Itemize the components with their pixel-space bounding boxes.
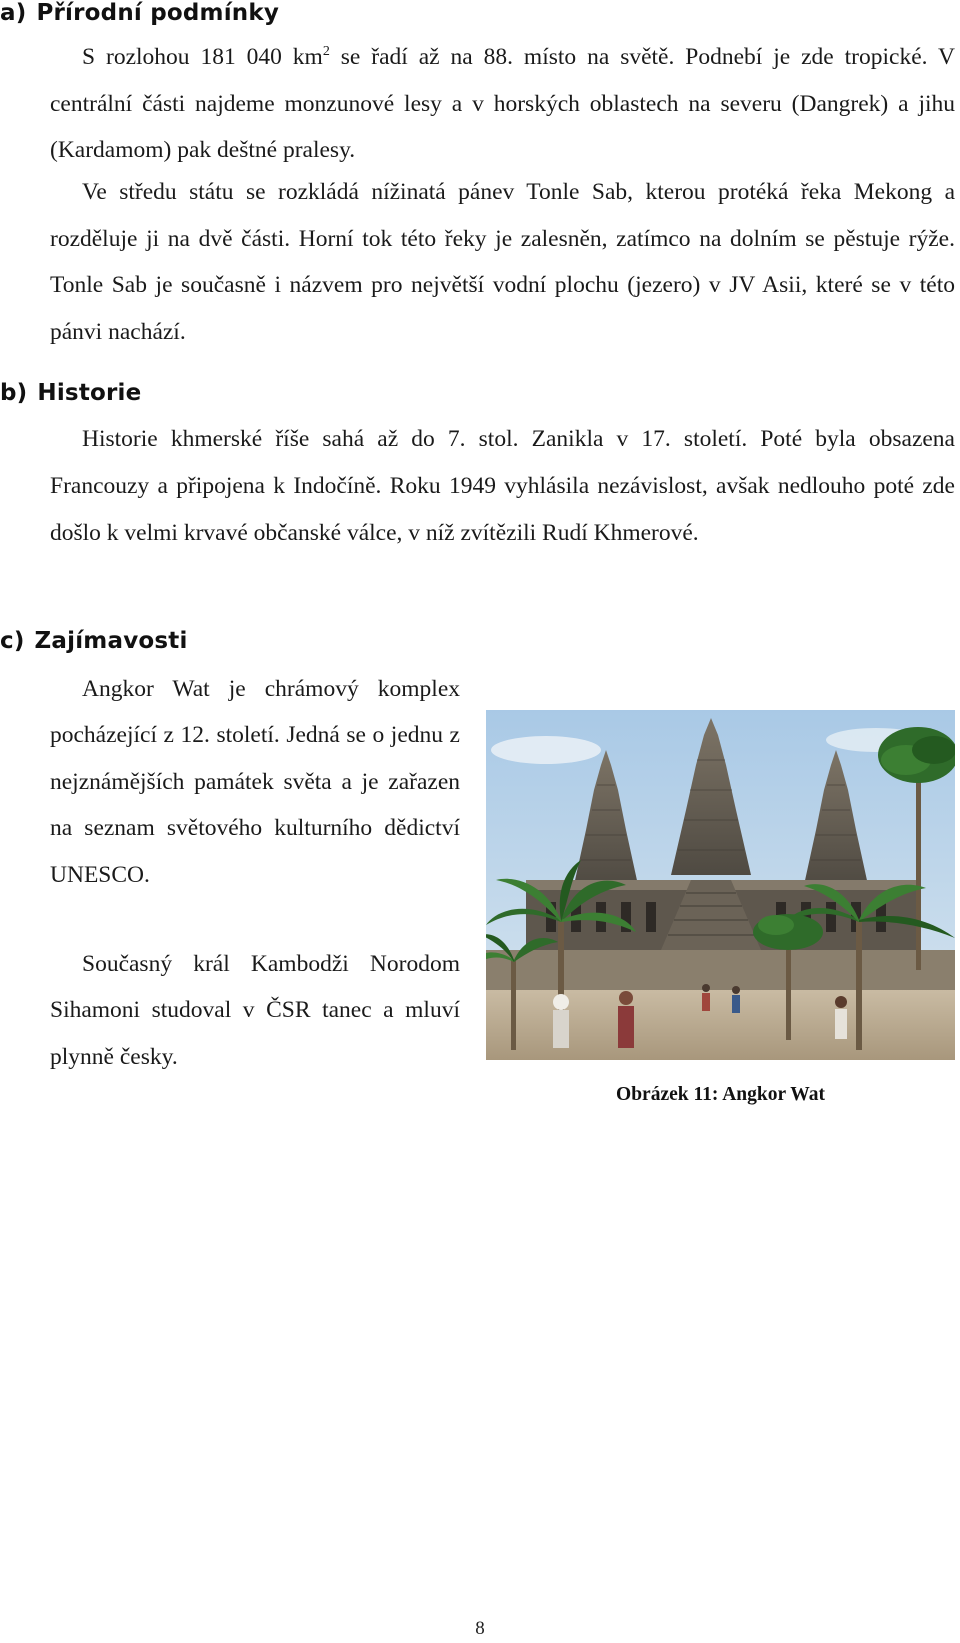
section-b-marker: b)	[0, 380, 28, 406]
section-c-heading	[0, 628, 188, 654]
section-c-marker: c)	[0, 628, 25, 654]
section-a-marker: a)	[0, 0, 27, 26]
section-b-title: Historie	[37, 380, 142, 406]
section-a-title: Přírodní podmínky	[36, 0, 280, 26]
section-b-paragraph-1: Historie khmerské říše sahá až do 7. stol. Zanikla v 17. století. Poté byla obsazena Francouzy a připojena k Indočíně. Roku 1949 vyhlásila nezávislost, avšak nedlouho poté zde došlo k velmi krvavé občanské válce, v níž zvítězili Rudí Khmerové.	[50, 426, 955, 546]
section-c-title: Zajímavosti	[34, 628, 188, 654]
angkor-wat-illustration	[486, 710, 955, 1060]
climate-text: se řadí až na 88. místo na světě. Podnebí je zde tropické. V centrální části najdeme monzunové lesy a v horských oblastech na severu (Dangrek) a jihu (Kardamom) pak deštné pralesy.	[50, 44, 955, 164]
figure-caption: Obrázek 11: Angkor Wat	[616, 1084, 825, 1105]
angkor-wat-photo	[486, 710, 955, 1060]
page-number: 8	[475, 1618, 485, 1639]
section-b-heading	[0, 380, 141, 406]
section-a-paragraph-1	[50, 34, 955, 174]
section-c-paragraph-2: Současný král Kambodži Norodom Sihamoni studoval v ČSR tanec a mluví plynně česky.	[50, 951, 460, 1070]
section-a-heading	[0, 0, 279, 26]
area-superscript: 2	[322, 44, 330, 60]
area-text: S rozlohou 181 040 km	[82, 44, 323, 70]
section-a-paragraph-2: Ve středu státu se rozkládá nížinatá pánev Tonle Sab, kterou protéká řeka Mekong a rozděluje ji na dvě části. Horní tok této řeky je zalesněn, zatímco na dolním se pěstuje rýže. Tonle Sab je současně i názvem pro největší vodní plochu (jezero) v JV Asii, které se v této pánvi nachází.	[50, 179, 955, 345]
section-c-paragraph-1: Angkor Wat je chrámový komplex pocházející z 12. století. Jedná se o jednu z nejznámějších památek světa a je zařazen na seznam světového kulturního dědictví UNESCO.	[50, 676, 460, 888]
